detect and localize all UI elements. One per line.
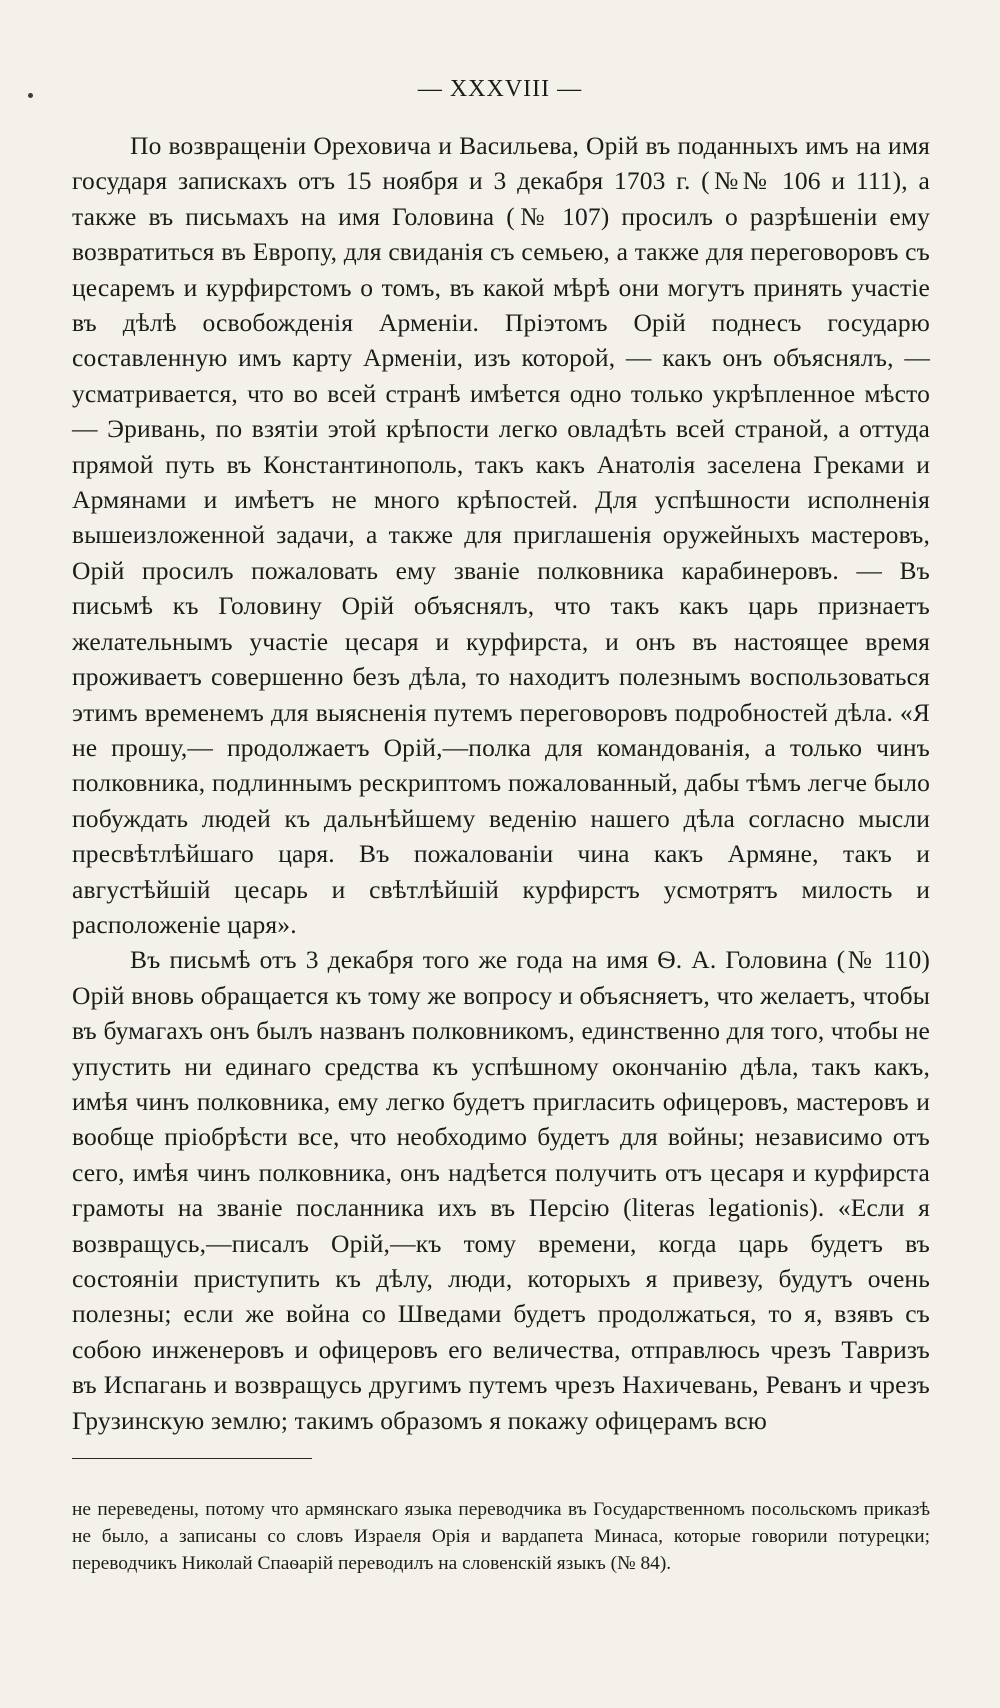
footnote-text: не переведены, потому что армянскаго языка переводчика въ Государственномъ посольскомъ приказѣ не было, а записаны со словъ Израеля Орія и вардапета Минаса, которые говорили потурецки; переводчикъ Николай Спаѳарій переводилъ на словенскій языкъ (№ 84). — [72, 1499, 930, 1574]
page-number: — XXXVIII — — [417, 76, 583, 102]
paragraph-2: Въ письмѣ отъ 3 декабря того же года на имя Ѳ. А. Головина (№ 110) Орій вновь обращается къ тому же вопросу и объясняетъ, что желаетъ, чтобы въ бумагахъ онъ былъ названъ полковникомъ, единственно для того, чтобы не упустить ни единаго средства къ успѣшному окончанію дѣла, такъ какъ, имѣя чинъ полковника, ему легко будетъ пригласить офицеровъ, мастеровъ и вообще пріобрѣсти все, что необходимо будетъ для войны; независимо отъ сего, имѣя чинъ полковника, онъ надѣется получить отъ цесаря и курфирста грамоты на званіе посланника ихъ въ Персію (literas legationis). «Если я возвращусь,—писалъ Орій,—къ тому времени, когда царь будетъ въ состояніи приступить къ дѣлу, люди, которыхъ я привезу, будутъ очень полезны; если же война со Шведами будетъ продолжаться, то я, взявъ съ собою инженеровъ и офицеровъ его величества, отправлюсь чрезъ Тавризъ въ Испагань и возвращусь другимъ путемъ чрезъ Нахичевань, Реванъ и чрезъ Грузинскую землю; такимъ образомъ я покажу офицерамъ всю — [72, 945, 930, 1435]
paragraph-1: По возвращеніи Ореховича и Васильева, Орій въ поданныхъ имъ на имя государя запискахъ отъ 15 ноября и 3 декабря 1703 г. (№№ 106 и 111), а также въ письмахъ на имя Головина (№ 107) просилъ о разрѣшеніи ему возвратиться въ Европу, для свиданія съ семьею, а также для переговоровъ съ цесаремъ и курфирстомъ о томъ, въ какой мѣрѣ они могутъ принять участіе въ дѣлѣ освобожденія Арменіи. Пріэтомъ Орій поднесъ государю составленную имъ карту Арменіи, изъ которой, — какъ онъ объяснялъ, — усматривается, что во всей странѣ имѣется одно только укрѣпленное мѣсто— Эривань, по взятіи этой крѣпости легко овладѣть всей страной, а оттуда прямой путь въ Константинополь, такъ какъ Анатолія заселена Греками и Армянами и имѣетъ не много крѣпостей. Для успѣшности исполненія вышеизложенной задачи, а также для приглашенія оружейныхъ мастеровъ, Орій просилъ пожаловать ему званіе полковника карабинеровъ. — Въ письмѣ къ Головину Орій объяснялъ, что такъ какъ царь признаетъ желательнымъ участіе цесаря и курфирста, и онъ въ настоящее время проживаетъ совершенно безъ дѣла, то находитъ полезнымъ воспользоваться этимъ временемъ для выясненія путемъ переговоровъ подробностей дѣла. «Я не прошу,— продолжаетъ Орій,—полка для командованія, а только чинъ полковника, подлиннымъ рескриптомъ пожалованный, дабы тѣмъ легче было побуждать людей къ дальнѣйшему веденію нашего дѣла согласно мысли пресвѣтлѣйшаго царя. Въ пожалованіи чина какъ Армяне, такъ и августѣйшій цесарь и свѣтлѣйшій курфирстъ усмотрятъ милость и расположеніе царя». — [72, 131, 930, 939]
main-text — [72, 128, 930, 1438]
footnote-divider — [72, 1458, 312, 1459]
